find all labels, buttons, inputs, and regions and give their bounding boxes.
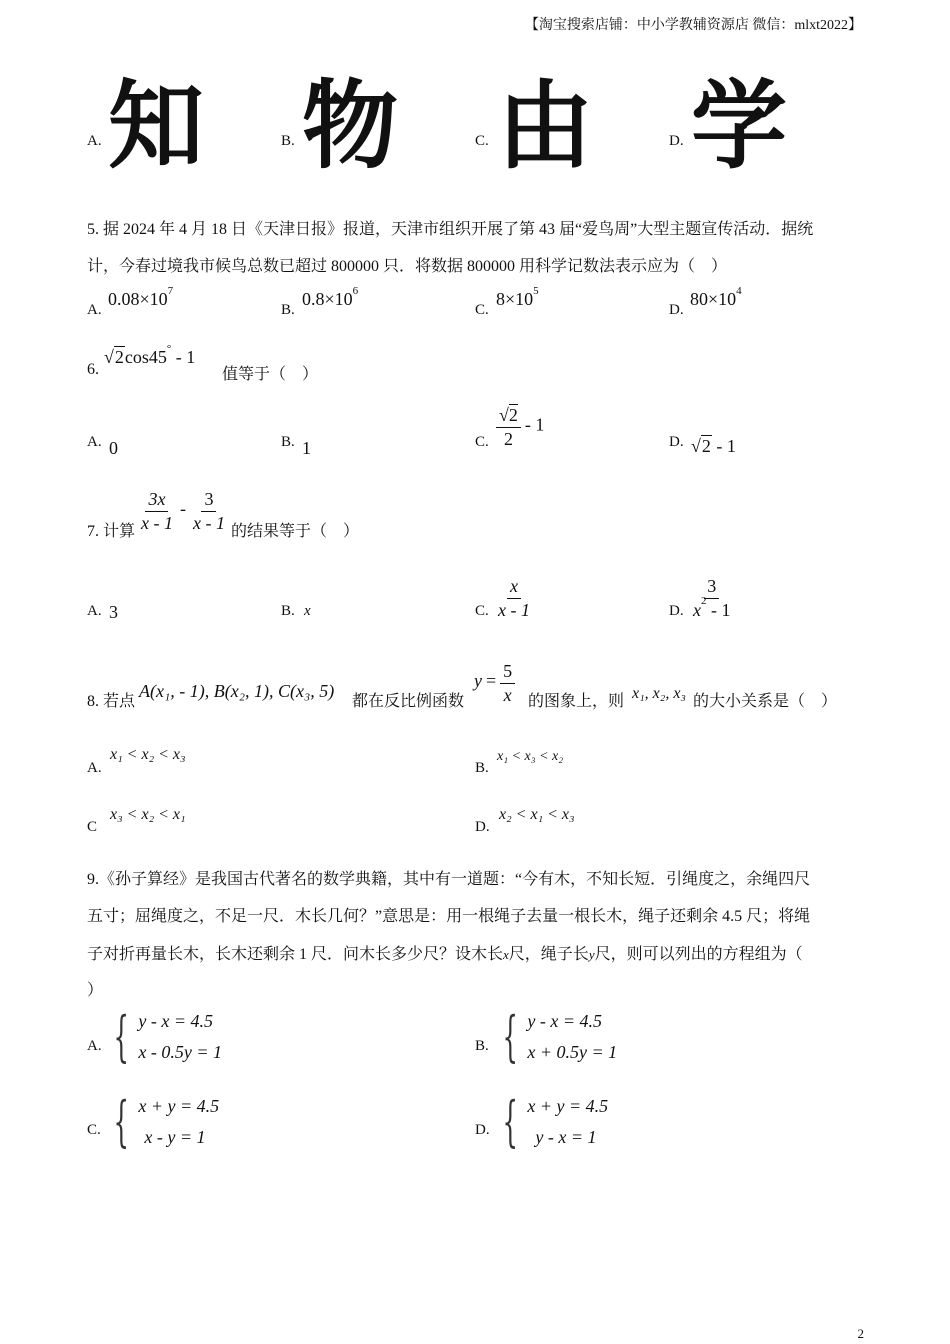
q8-option-d-value: x₂ < x₁ < x₃	[499, 806, 575, 823]
q4-option-d-char: 学	[691, 70, 787, 182]
q4-option-b-label: B.	[281, 133, 295, 149]
q8-option-c-label: C	[87, 819, 98, 835]
q8-function: y = $\frac{5}{x}$	[474, 660, 515, 706]
q7-option-d-value: $\frac{3}{x^2 - 1}$	[693, 576, 731, 620]
q9-option-a-label: A.	[87, 1038, 102, 1054]
q8-stem-lead: 8. 若点	[87, 693, 136, 710]
q6-option-b-value: 1	[302, 438, 311, 458]
q7-option-a-label: A.	[87, 603, 102, 619]
q4-option-c-label: C.	[475, 133, 489, 149]
q5-stem-line1: 5. 据 2024 年 4 月 18 日《天津日报》报道，天津市组织开展了第 43 届“爱鸟周”大型主题宣传活动．据统	[87, 221, 814, 238]
q5-option-a-label: A.	[87, 302, 102, 318]
q9-stem-line3: 子对折再量长木，长木还剩余 1 尺．问木长多少尺？设木长x尺，绳子长y尺，则可以列出的方程组为（	[87, 946, 803, 963]
q8-option-c-value: x₃ < x₂ < x₁	[110, 806, 186, 823]
page-number: 2	[857, 1326, 864, 1341]
q6-expression: √2cos45° - 1	[104, 343, 196, 367]
q8-stem-mid: 都在反比例函数	[352, 693, 465, 710]
q7-expression: $\frac{3x}{x - 1}$ - $\frac{3}{x - 1}$	[141, 489, 225, 533]
q8-stem-tail1: 的图象上，则	[528, 693, 625, 710]
q7-option-b-value: x	[304, 603, 311, 619]
q8-option-a-label: A.	[87, 760, 102, 776]
q8-option-a-value: x₁ < x₂ < x₃	[110, 746, 186, 763]
q9-option-c-system: { x + y = 4.5 x - y = 1	[113, 1089, 220, 1153]
q5-option-d-label: D.	[669, 302, 684, 318]
q7-option-b-label: B.	[281, 603, 295, 619]
q9-option-c-label: C.	[87, 1122, 101, 1138]
q8-option-b-value: x₁ < x₃ < x₂	[497, 749, 564, 764]
q7-option-a-value: 3	[109, 602, 118, 622]
q8-points: A(x₁, - 1), B(x₂, 1), C(x₃, 5)	[139, 681, 335, 701]
q4-option-a-label: A.	[87, 133, 102, 149]
q6-option-a-value: 0	[109, 438, 118, 458]
q5-option-c-label: C.	[475, 302, 489, 318]
q9-stem-line2: 五寸；屈绳度之，不足一尺．木长几何？”意思是：用一根绳子去量一根长木，绳子还剩余 4.5 尺；将绳	[87, 908, 811, 925]
q4-option-c-char: 由	[497, 70, 593, 182]
q6-option-c-value: $\frac{√2}{2}$ - 1	[496, 404, 544, 450]
q9-option-a-system: { y - x = 4.5 x - 0.5y = 1	[113, 1004, 222, 1068]
q4-option-d-label: D.	[669, 133, 684, 149]
q9-stem-line1: 9.《孙子算经》是我国古代著名的数学典籍，其中有一道题：“今有木，不知长短．引绳度之，余绳四尺	[87, 871, 811, 888]
q7-option-d-label: D.	[669, 603, 684, 619]
q6-option-c-label: C.	[475, 434, 489, 450]
q7-stem-tail: 的结果等于（ ）	[231, 523, 360, 540]
q7-option-c-value: $\frac{x}{x - 1}$	[498, 576, 530, 620]
q9-stem-line4: ）	[87, 982, 104, 999]
q5-option-b-value: $0.8\times 10^6$	[302, 285, 359, 309]
q5-option-c-value: $8\times 10^5$	[496, 285, 539, 309]
q6-option-d-value: √2 - 1	[691, 436, 736, 456]
q8-vars: x₁, x₂, x₃	[632, 685, 686, 702]
q7-option-c-label: C.	[475, 603, 489, 619]
q5-option-d-value: $80\times 10^4$	[690, 285, 742, 309]
q6-option-d-label: D.	[669, 434, 684, 450]
q6-number: 6.	[87, 361, 99, 378]
page-header: 【淘宝搜索店铺：中小学教辅资源店 微信：mlxt2022】	[524, 18, 862, 33]
q6-stem-tail: 值等于（ ）	[222, 366, 319, 383]
q9-option-b-label: B.	[475, 1038, 489, 1054]
q8-stem-tail2: 的大小关系是（ ）	[693, 693, 838, 710]
q9-option-d-system: { x + y = 4.5 y - x = 1	[502, 1089, 609, 1153]
q4-option-b-char: 物	[302, 70, 398, 182]
q5-option-b-label: B.	[281, 302, 295, 318]
q6-option-b-label: B.	[281, 434, 295, 450]
q8-option-b-label: B.	[475, 760, 489, 776]
q6-option-a-label: A.	[87, 434, 102, 450]
q4-option-a-char: 知	[108, 70, 204, 182]
q9-option-b-system: { y - x = 4.5 x + 0.5y = 1	[502, 1004, 618, 1068]
q9-option-d-label: D.	[475, 1122, 490, 1138]
q5-option-a-value: $0.08\times 10^7$	[108, 285, 174, 309]
q5-stem-line2: 计，今春过境我市候鸟总数已超过 800000 只．将数据 800000 用科学记数法表示应为（ ）	[87, 258, 728, 275]
q8-option-d-label: D.	[475, 819, 490, 835]
q7-stem-lead: 7. 计算	[87, 523, 136, 540]
